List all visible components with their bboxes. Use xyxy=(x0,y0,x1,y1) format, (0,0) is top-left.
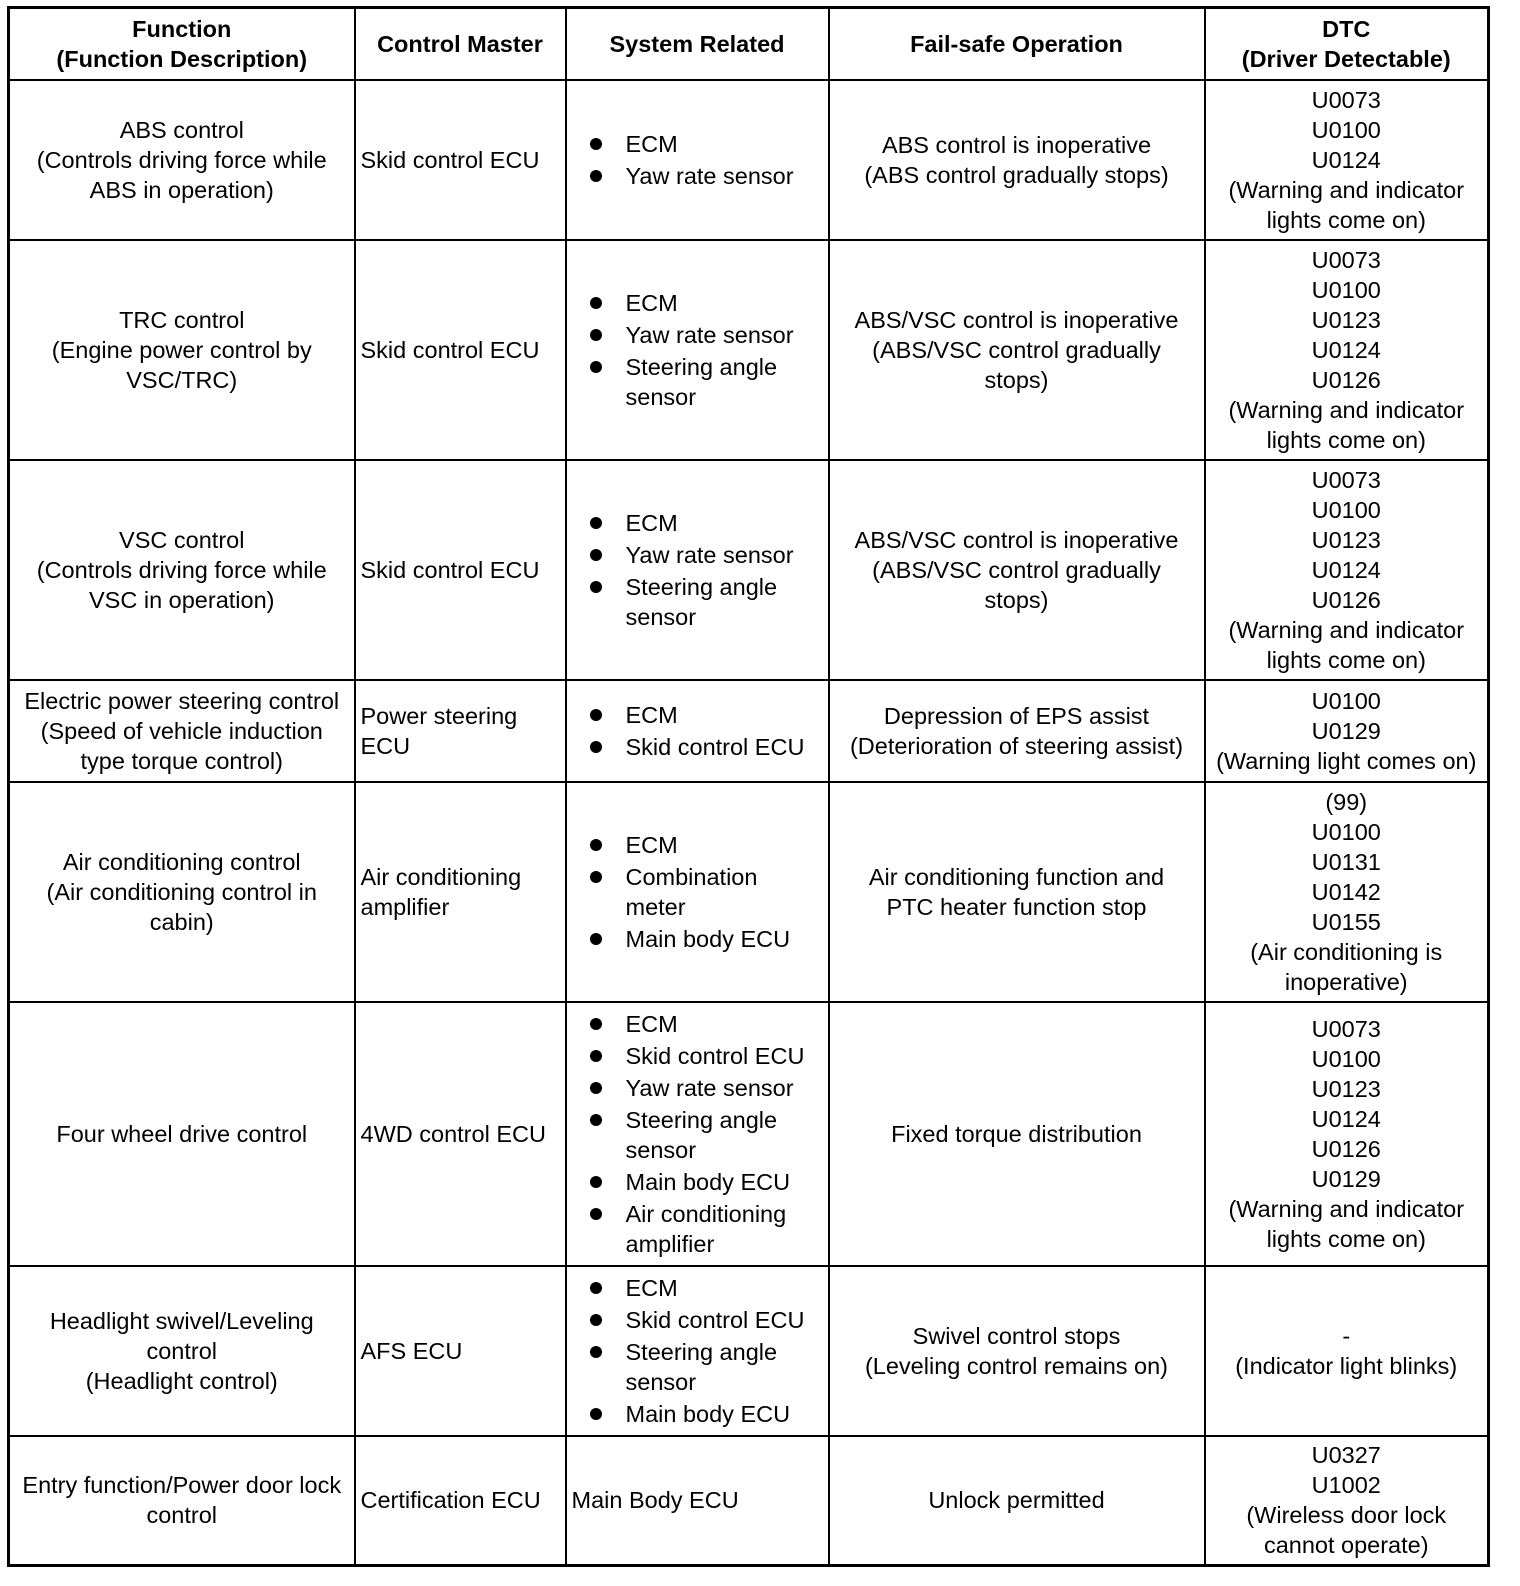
function-table xyxy=(7,6,1490,1567)
list-item: Skid control ECU xyxy=(590,1041,823,1071)
system-related-cell xyxy=(566,1002,829,1266)
system-related-cell xyxy=(566,680,829,782)
list-item: Steering angle sensor xyxy=(590,572,823,632)
function-cell: TRC control (Engine power control by VSC/TRC) xyxy=(9,240,355,460)
failsafe-cell: Air conditioning function and PTC heater function stop xyxy=(829,782,1205,1002)
failsafe-cell: ABS/VSC control is inoperative (ABS/VSC control gradually stops) xyxy=(829,460,1205,680)
header-dtc: DTC (Driver Detectable) xyxy=(1205,8,1489,80)
table-row xyxy=(9,460,1489,680)
dtc-cell: U0073 U0100 U0123 U0124 U0126 (Warning and indicator lights come on) xyxy=(1205,460,1489,680)
dtc-cell: - (Indicator light blinks) xyxy=(1205,1266,1489,1436)
list-item: Skid control ECU xyxy=(590,732,823,762)
list-item: ECM xyxy=(590,830,823,860)
control-master-cell: 4WD control ECU xyxy=(355,1002,566,1266)
list-item: Yaw rate sensor xyxy=(590,540,823,570)
dtc-cell: (99) U0100 U0131 U0142 U0155 (Air conditioning is inoperative) xyxy=(1205,782,1489,1002)
list-item: Combination meter xyxy=(590,862,823,922)
table-row xyxy=(9,1266,1489,1436)
list-item: Main body ECU xyxy=(590,924,823,954)
list-item: ECM xyxy=(590,1009,823,1039)
table-row xyxy=(9,1002,1489,1266)
dtc-cell: U0327 U1002 (Wireless door lock cannot operate) xyxy=(1205,1436,1489,1566)
list-item: ECM xyxy=(590,508,823,538)
list-item: Skid control ECU xyxy=(590,1305,823,1335)
failsafe-cell: Depression of EPS assist (Deterioration of steering assist) xyxy=(829,680,1205,782)
system-related-cell xyxy=(566,1266,829,1436)
control-master-cell: Air conditioning amplifier xyxy=(355,782,566,1002)
function-cell: ABS control (Controls driving force while ABS in operation) xyxy=(9,80,355,240)
control-master-cell: AFS ECU xyxy=(355,1266,566,1436)
function-cell: Entry function/Power door lock control xyxy=(9,1436,355,1566)
failsafe-cell: Fixed torque distribution xyxy=(829,1002,1205,1266)
list-item: Air conditioning amplifier xyxy=(590,1199,823,1259)
header-system-related: System Related xyxy=(566,8,829,80)
system-related-cell xyxy=(566,80,829,240)
list-item: Steering angle sensor xyxy=(590,1105,823,1165)
dtc-cell: U0073 U0100 U0124 (Warning and indicator lights come on) xyxy=(1205,80,1489,240)
table-row xyxy=(9,680,1489,782)
control-master-cell: Skid control ECU xyxy=(355,460,566,680)
system-related-cell: Main Body ECU xyxy=(566,1436,829,1566)
function-cell: Electric power steering control (Speed of vehicle induction type torque control) xyxy=(9,680,355,782)
function-cell: Air conditioning control (Air conditioning control in cabin) xyxy=(9,782,355,1002)
list-item: Main body ECU xyxy=(590,1167,823,1197)
table-row xyxy=(9,1436,1489,1566)
system-related-cell xyxy=(566,460,829,680)
header-function: Function (Function Description) xyxy=(9,8,355,80)
failsafe-cell: ABS/VSC control is inoperative (ABS/VSC control gradually stops) xyxy=(829,240,1205,460)
function-cell: VSC control (Controls driving force while VSC in operation) xyxy=(9,460,355,680)
control-master-cell: Skid control ECU xyxy=(355,240,566,460)
table-row xyxy=(9,782,1489,1002)
dtc-cell: U0073 U0100 U0123 U0124 U0126 U0129 (Warning and indicator lights come on) xyxy=(1205,1002,1489,1266)
list-item: Yaw rate sensor xyxy=(590,320,823,350)
list-item: Yaw rate sensor xyxy=(590,1073,823,1103)
control-master-cell: Certification ECU xyxy=(355,1436,566,1566)
dtc-cell: U0073 U0100 U0123 U0124 U0126 (Warning and indicator lights come on) xyxy=(1205,240,1489,460)
header-failsafe: Fail-safe Operation xyxy=(829,8,1205,80)
table-row xyxy=(9,80,1489,240)
list-item: ECM xyxy=(590,129,823,159)
dtc-cell: U0100 U0129 (Warning light comes on) xyxy=(1205,680,1489,782)
failsafe-cell: ABS control is inoperative (ABS control gradually stops) xyxy=(829,80,1205,240)
system-related-cell xyxy=(566,240,829,460)
list-item: Steering angle sensor xyxy=(590,1337,823,1397)
header-row xyxy=(9,8,1489,80)
list-item: Yaw rate sensor xyxy=(590,161,823,191)
list-item: ECM xyxy=(590,1273,823,1303)
control-master-cell: Skid control ECU xyxy=(355,80,566,240)
list-item: Steering angle sensor xyxy=(590,352,823,412)
system-related-cell xyxy=(566,782,829,1002)
list-item: ECM xyxy=(590,288,823,318)
failsafe-cell: Swivel control stops (Leveling control remains on) xyxy=(829,1266,1205,1436)
function-cell: Headlight swivel/Leveling control (Headlight control) xyxy=(9,1266,355,1436)
list-item: ECM xyxy=(590,700,823,730)
table-row xyxy=(9,240,1489,460)
failsafe-cell: Unlock permitted xyxy=(829,1436,1205,1566)
list-item: Main body ECU xyxy=(590,1399,823,1429)
control-master-cell: Power steering ECU xyxy=(355,680,566,782)
header-control-master: Control Master xyxy=(355,8,566,80)
function-cell: Four wheel drive control xyxy=(9,1002,355,1266)
